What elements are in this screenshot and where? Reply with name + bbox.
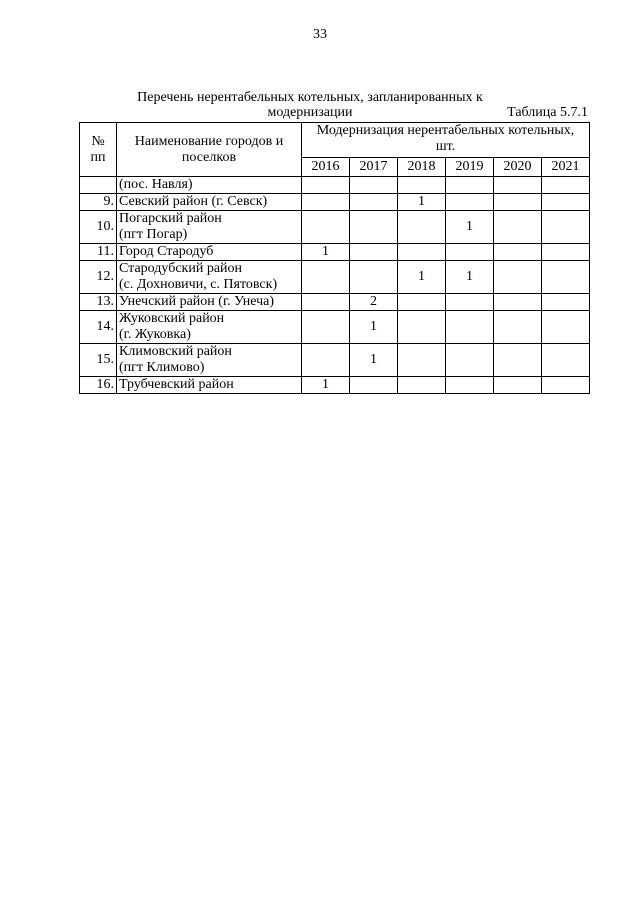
year-header: 2018 — [398, 158, 446, 177]
count-cell-2017 — [350, 177, 398, 194]
count-cell-2019 — [446, 311, 494, 344]
page-number: 33 — [313, 27, 327, 42]
table-title — [80, 90, 540, 120]
count-cell-2021 — [542, 244, 590, 261]
settlement-name-line: Трубчевский район — [119, 377, 234, 392]
boiler-modernization-table — [79, 122, 590, 394]
header-modernization-line: Модернизация нерентабельных котельных, — [316, 123, 575, 138]
count-cell-2017 — [350, 194, 398, 211]
settlement-name — [117, 261, 302, 294]
count-cell-2019 — [446, 194, 494, 211]
table-row — [80, 194, 590, 211]
table-body — [80, 177, 590, 394]
count-cell-2016 — [302, 344, 350, 377]
count-cell-2018 — [398, 244, 446, 261]
count-cell-2018 — [398, 211, 446, 244]
settlement-name — [117, 177, 302, 194]
count-cell-2018 — [398, 311, 446, 344]
table-title-line: Перечень нерентабельных котельных, запланированных к — [137, 90, 483, 105]
table-row — [80, 311, 590, 344]
count-cell-2019 — [446, 344, 494, 377]
count-cell-2020 — [494, 377, 542, 394]
row-number: 13. — [80, 294, 117, 311]
count-cell-2016 — [302, 194, 350, 211]
header-row — [80, 123, 590, 158]
settlement-name-line: Город Стародуб — [119, 244, 214, 259]
settlement-name-line: (пгт Климово) — [119, 360, 205, 375]
count-cell-2021 — [542, 177, 590, 194]
settlement-name — [117, 194, 302, 211]
row-number: 12. — [80, 261, 117, 294]
count-cell-2021 — [542, 194, 590, 211]
table-row — [80, 177, 590, 194]
count-cell-2018: 1 — [398, 194, 446, 211]
settlement-name-line: Севский район (г. Севск) — [119, 194, 268, 209]
row-number: 16. — [80, 377, 117, 394]
settlement-name-line: (пос. Навля) — [119, 177, 193, 192]
settlement-name — [117, 344, 302, 377]
count-cell-2021 — [542, 211, 590, 244]
count-cell-2018: 1 — [398, 261, 446, 294]
settlement-name-line: Жуковский район — [119, 311, 225, 326]
count-cell-2018 — [398, 294, 446, 311]
settlement-name-line: (с. Дохновичи, с. Пятовск) — [119, 277, 278, 292]
settlement-name-line: Погарский район — [119, 211, 222, 226]
count-cell-2017: 2 — [350, 294, 398, 311]
header-number-line: пп — [90, 149, 106, 165]
count-cell-2017 — [350, 244, 398, 261]
count-cell-2019: 1 — [446, 211, 494, 244]
row-number — [80, 177, 117, 194]
count-cell-2019: 1 — [446, 261, 494, 294]
count-cell-2016 — [302, 311, 350, 344]
header-number-line: № — [91, 133, 105, 149]
count-cell-2019 — [446, 377, 494, 394]
count-cell-2020 — [494, 211, 542, 244]
table-row — [80, 377, 590, 394]
count-cell-2017 — [350, 261, 398, 294]
settlement-name — [117, 244, 302, 261]
table-row — [80, 244, 590, 261]
count-cell-2021 — [542, 344, 590, 377]
table-number-label: Таблица 5.7.1 — [507, 105, 588, 120]
settlement-name — [117, 211, 302, 244]
count-cell-2020 — [494, 261, 542, 294]
header-name — [117, 123, 302, 177]
count-cell-2018 — [398, 377, 446, 394]
settlement-name-line: (пгт Погар) — [119, 227, 188, 242]
count-cell-2016: 1 — [302, 244, 350, 261]
header-modernization-line: шт. — [435, 139, 456, 154]
count-cell-2019 — [446, 244, 494, 261]
count-cell-2017 — [350, 377, 398, 394]
settlement-name-line: Климовский район — [119, 344, 232, 359]
row-number: 14. — [80, 311, 117, 344]
row-number: 10. — [80, 211, 117, 244]
row-number: 9. — [80, 194, 117, 211]
year-header: 2020 — [494, 158, 542, 177]
count-cell-2020 — [494, 194, 542, 211]
count-cell-2016 — [302, 211, 350, 244]
count-cell-2021 — [542, 294, 590, 311]
count-cell-2018 — [398, 177, 446, 194]
count-cell-2017: 1 — [350, 344, 398, 377]
year-header: 2017 — [350, 158, 398, 177]
table-row — [80, 344, 590, 377]
row-number: 11. — [80, 244, 117, 261]
count-cell-2020 — [494, 294, 542, 311]
count-cell-2021 — [542, 311, 590, 344]
count-cell-2020 — [494, 177, 542, 194]
count-cell-2020 — [494, 244, 542, 261]
settlement-name — [117, 377, 302, 394]
table-title-line: модернизации — [267, 105, 353, 120]
count-cell-2021 — [542, 377, 590, 394]
year-header: 2021 — [542, 158, 590, 177]
count-cell-2021 — [542, 261, 590, 294]
settlement-name-line: Унечский район (г. Унеча) — [119, 294, 275, 309]
settlement-name-line: (г. Жуковка) — [119, 327, 191, 342]
count-cell-2016 — [302, 294, 350, 311]
row-number: 15. — [80, 344, 117, 377]
header-modernization — [302, 123, 590, 158]
settlement-name-line: Стародубский район — [119, 261, 243, 276]
count-cell-2019 — [446, 177, 494, 194]
count-cell-2016 — [302, 177, 350, 194]
count-cell-2020 — [494, 344, 542, 377]
count-cell-2016 — [302, 261, 350, 294]
settlement-name — [117, 311, 302, 344]
settlement-name — [117, 294, 302, 311]
year-header: 2019 — [446, 158, 494, 177]
table-row — [80, 211, 590, 244]
count-cell-2016: 1 — [302, 377, 350, 394]
count-cell-2017 — [350, 211, 398, 244]
count-cell-2017: 1 — [350, 311, 398, 344]
table-row — [80, 294, 590, 311]
count-cell-2018 — [398, 344, 446, 377]
table-row — [80, 261, 590, 294]
header-name-line: поселков — [181, 149, 237, 165]
count-cell-2019 — [446, 294, 494, 311]
year-header: 2016 — [302, 158, 350, 177]
header-number — [80, 123, 117, 177]
count-cell-2020 — [494, 311, 542, 344]
header-name-line: Наименование городов и — [134, 133, 284, 149]
